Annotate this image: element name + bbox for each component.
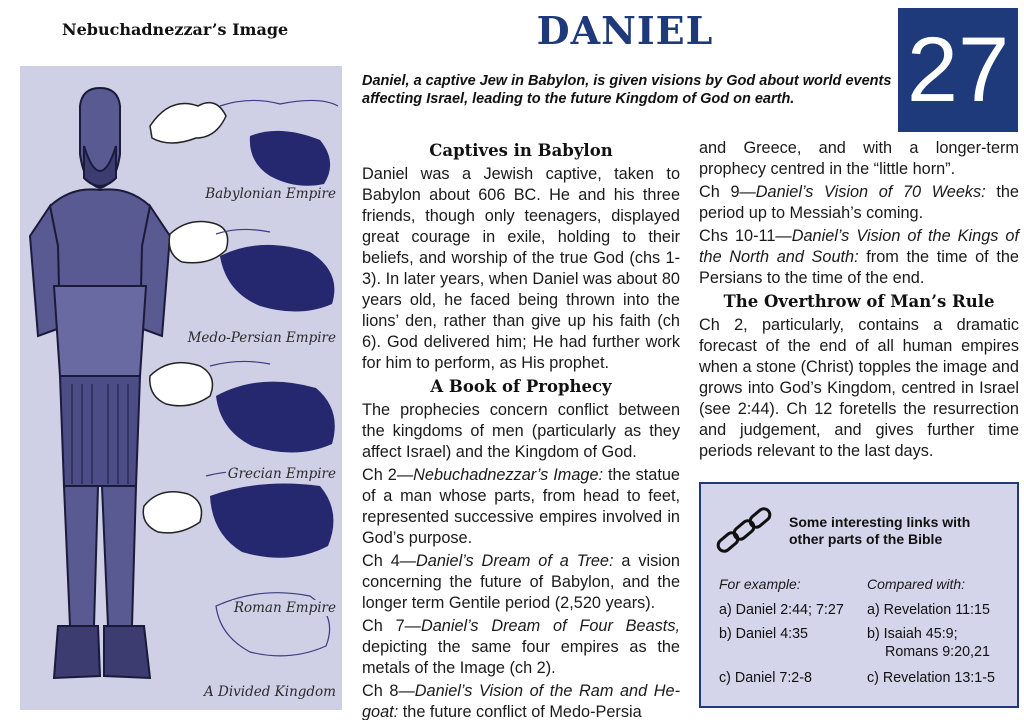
label-grecian-empire: Grecian Empire — [227, 466, 336, 482]
right-column — [699, 138, 1019, 464]
image-panel — [20, 66, 342, 710]
statue-right-leg — [102, 486, 136, 626]
map-grecian — [216, 382, 335, 453]
statue-right-foot — [104, 626, 150, 678]
label-roman-empire: Roman Empire — [233, 600, 336, 616]
heading-captives: Captives in Babylon — [429, 141, 613, 160]
column-head-compared: Compared with: — [867, 576, 966, 592]
ch8-ref: Ch 8— — [362, 682, 415, 700]
ch4-ref: Ch 4— — [362, 552, 417, 570]
link-example-a: a) Daniel 2:44; 7:27 — [719, 602, 844, 618]
beast-sketch — [143, 492, 201, 533]
figure-caption: Nebuchadnezzar’s Image — [62, 20, 289, 39]
para-ch10 — [699, 226, 1019, 289]
map-medo-persian — [220, 245, 334, 312]
bear-sketch — [169, 222, 227, 263]
statue-left-foot — [54, 626, 100, 678]
map-roman — [210, 484, 333, 558]
ch10-text: from the time of the Persians to the time of the end. — [699, 248, 1019, 287]
para-ch7 — [362, 616, 680, 679]
para-ch9 — [699, 182, 1019, 224]
link-example-c: c) Daniel 7:2-8 — [719, 670, 812, 686]
ch2-title: Nebuchadnezzar’s Image: — [413, 466, 604, 484]
heading-overthrow: The Overthrow of Man’s Rule — [723, 292, 995, 311]
ch9-ref: Ch 9— — [699, 183, 756, 201]
statue-chest — [50, 189, 150, 294]
ch9-title: Daniel’s Vision of 70 Weeks: — [755, 183, 986, 201]
page-title: DANIEL — [536, 8, 714, 53]
ch9-text: the period up to Messiah’s coming. — [699, 183, 1019, 222]
map-babylonian — [250, 131, 330, 186]
para-prophecy: The prophecies concern conflict between the kingdoms of men (particularly as they affect Israel) and the Kingdom of God. — [362, 401, 680, 461]
link-compared-c: c) Revelation 13:1-5 — [867, 670, 995, 686]
para-ch4 — [362, 551, 680, 614]
links-box-title: Some interesting links with other parts of the Bible — [789, 514, 971, 547]
heading-prophecy: A Book of Prophecy — [430, 377, 612, 396]
page-number: 27 — [898, 8, 1018, 132]
ch7-text: depicting the same four empires as the metals of the Image (ch 2). — [362, 638, 680, 677]
link-compared-b: b) Isaiah 45:9; — [867, 626, 958, 642]
label-medo-persian-empire: Medo-Persian Empire — [187, 330, 336, 346]
ch4-text: a vision concerning the future of Babylon, and the longer term Gentile period (2,520 years). — [362, 552, 680, 612]
leopard-sketch — [150, 363, 213, 406]
column-head-example: For example: — [719, 576, 801, 592]
ch2-text: the statue of a man whose parts, from head to feet, represented successive empires involved in God’s purpose. — [362, 466, 680, 547]
para-ch8 — [362, 681, 680, 720]
winged-lion-sketch — [150, 103, 226, 143]
ch7-title: Daniel’s Dream of Four Beasts, — [420, 617, 680, 635]
link-compared-b-line2: Romans 9:20,21 — [885, 644, 990, 660]
link-example-b: b) Daniel 4:35 — [719, 626, 809, 642]
ch8-text: the future conflict of Medo-Persia — [398, 703, 642, 720]
para-captives: Daniel was a Jewish captive, taken to Babylon about 606 BC. He and his three friends, though only teenagers, displayed great courage in exile, holding to their beliefs, and worship of the true God (chs 1-3). In later years, when Daniel was about 80 years old, he faced being thrown into the lions’ den, rather than give up his faith (ch 6). God delivered him; He had further work for him to perform, as His prophet. — [362, 165, 680, 372]
statue-left-leg — [64, 486, 98, 626]
ch10-title: Daniel’s Vision of the Kings of the North and South: — [699, 227, 1019, 266]
ch7-ref: Ch 7— — [362, 617, 421, 635]
ch2-ref: Ch 2— — [362, 466, 414, 484]
intro-text: Daniel, a captive Jew in Babylon, is given visions by God about world events affecting Israel, leading to the future Kingdom of God on earth. — [362, 73, 892, 107]
statue-belly — [54, 286, 146, 376]
ch10-ref: Chs 10-11— — [699, 227, 792, 245]
links-box — [699, 482, 1019, 708]
para-overthrow: Ch 2, particularly, contains a dramatic forecast of the end of all human empires when a stone (Christ) topples the image and grows into God’s Kingdom, centred in Israel (see 2:44). Ch 12 foretells the resurrection and judgement, and gives further time periods relevant to the last days. — [699, 316, 1019, 460]
ch4-title: Daniel’s Dream of a Tree: — [416, 552, 614, 570]
chain-link-icon — [711, 502, 781, 572]
para-ch8-cont: and Greece, and with a longer-term prophecy centred in the “little horn”. — [699, 139, 1019, 178]
ch8-title: Daniel’s Vision of the Ram and He-goat: — [362, 682, 680, 720]
label-divided-kingdom: A Divided Kingdom — [203, 684, 336, 700]
label-babylonian-empire: Babylonian Empire — [205, 186, 336, 202]
middle-column — [362, 138, 680, 720]
link-compared-a: a) Revelation 11:15 — [867, 602, 990, 618]
para-ch2 — [362, 465, 680, 549]
